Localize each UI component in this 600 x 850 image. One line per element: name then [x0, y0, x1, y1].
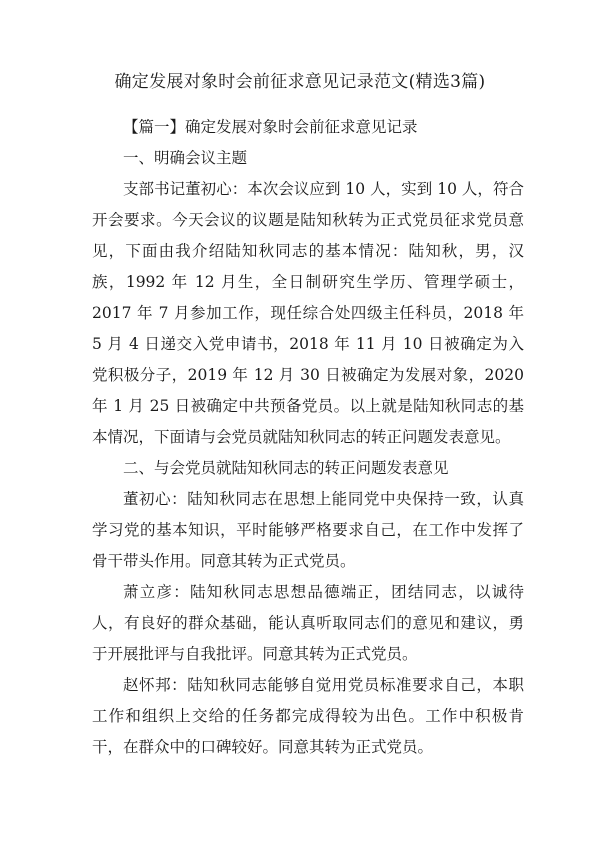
- heading-1: 一、明确会议主题: [123, 149, 248, 167]
- heading-2: 二、与会党员就陆知秋同志的转正问题发表意见: [123, 459, 449, 477]
- document-title: 确定发展对象时会前征求意见记录范文(精选3篇): [114, 72, 486, 92]
- document-body: [92, 112, 524, 763]
- paragraph-2: 董初心：陆知秋同志在思想上能同党中央保持一致，认真学习党的基本知识，平时能够严格要求自己，在工作中发挥了骨干带头作用。同意其转为正式党员。: [92, 490, 524, 570]
- paragraph-4: 赵怀邦：陆知秋同志能够自觉用党员标准要求自己，本职工作和组织上交给的任务都完成得较为出色。工作中积极肯干，在群众中的口碑较好。同意其转为正式党员。: [92, 676, 524, 756]
- paragraph-3: 萧立彦：陆知秋同志思想品德端正，团结同志，以诚待人，有良好的群众基础，能认真听取同志们的意见和建议，勇于开展批评与自我批评。同意其转为正式党员。: [92, 583, 524, 663]
- section-heading: 【篇一】确定发展对象时会前征求意见记录: [123, 118, 418, 136]
- paragraph-1: 支部书记董初心：本次会议应到 10 人，实到 10 人，符合开会要求。今天会议的议题是陆知秋转为正式党员征求党员意见，下面由我介绍陆知秋同志的基本情况：陆知秋，男，汉族，1992 年 12 月生，全日制研究生学历、管理学硕士，2017 年 7 月参加工作，现任综合处四级主任科员，2018 年 5 月 4 日递交入党申请书，2018 年 11 月 10 日被确定为入党积极分子，2019 年 12 月 30 日被确定为发展对象，2020 年 1 月 25 日被确定中共预备党员。以上就是陆知秋同志的基本情况，下面请与会党员就陆知秋同志的转正问题发表意见。: [92, 180, 524, 446]
